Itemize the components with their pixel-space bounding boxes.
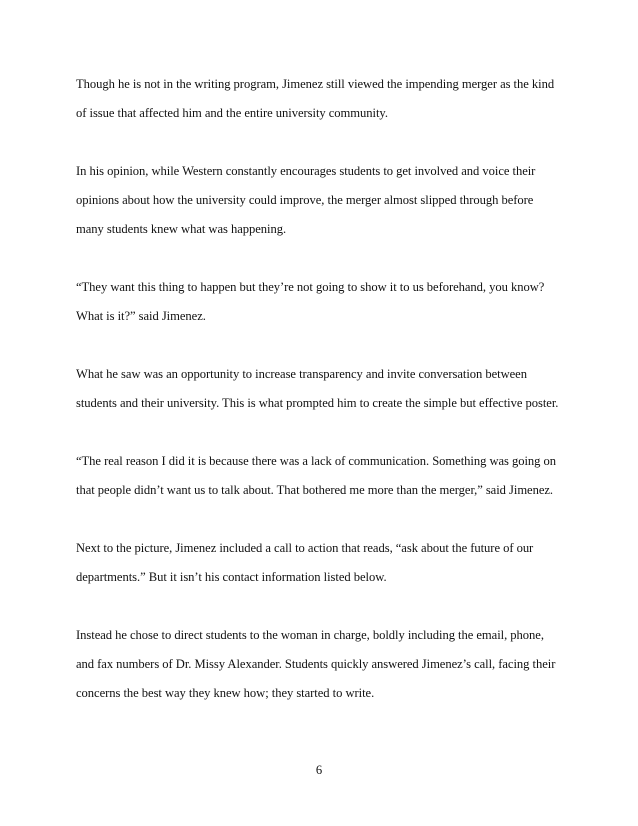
text-line: that people didn’t want us to talk about. That bothered me more than the merger,” said Jimenez. bbox=[76, 483, 554, 497]
text-line: concerns the best way they knew how; they started to write. bbox=[76, 686, 375, 700]
text-line: of issue that affected him and the entire university community. bbox=[76, 106, 388, 120]
paragraph-6 bbox=[76, 534, 576, 592]
text-line: departments.” But it isn’t his contact information listed below. bbox=[76, 570, 387, 584]
text-line: and fax numbers of Dr. Missy Alexander. Students quickly answered Jimenez’s call, facing their bbox=[76, 657, 556, 671]
text-line: What is it?” said Jimenez. bbox=[76, 309, 206, 323]
text-line: opinions about how the university could improve, the merger almost slipped through before bbox=[76, 193, 534, 207]
text-line: many students knew what was happening. bbox=[76, 222, 287, 236]
text-line: “The real reason I did it is because there was a lack of communication. Something was going on bbox=[76, 454, 557, 468]
paragraph-3 bbox=[76, 273, 576, 331]
paragraph-1 bbox=[76, 70, 576, 128]
text-line: In his opinion, while Western constantly encourages students to get involved and voice their bbox=[76, 164, 536, 178]
text-line: students and their university. This is what prompted him to create the simple but effective poster. bbox=[76, 396, 559, 410]
text-line: “They want this thing to happen but they’re not going to show it to us beforehand, you know? bbox=[76, 280, 545, 294]
text-line: Next to the picture, Jimenez included a call to action that reads, “ask about the future of our bbox=[76, 541, 534, 555]
text-line: What he saw was an opportunity to increase transparency and invite conversation between bbox=[76, 367, 527, 381]
page-number: 6 bbox=[315, 763, 323, 777]
text-line: Though he is not in the writing program, Jimenez still viewed the impending merger as the kind bbox=[76, 77, 555, 91]
text-line: Instead he chose to direct students to the woman in charge, boldly including the email, phone, bbox=[76, 628, 544, 642]
paragraph-4 bbox=[76, 360, 576, 418]
paragraph-2 bbox=[76, 157, 576, 244]
body-text bbox=[76, 70, 576, 737]
paragraph-7 bbox=[76, 621, 576, 708]
paragraph-5 bbox=[76, 447, 576, 505]
